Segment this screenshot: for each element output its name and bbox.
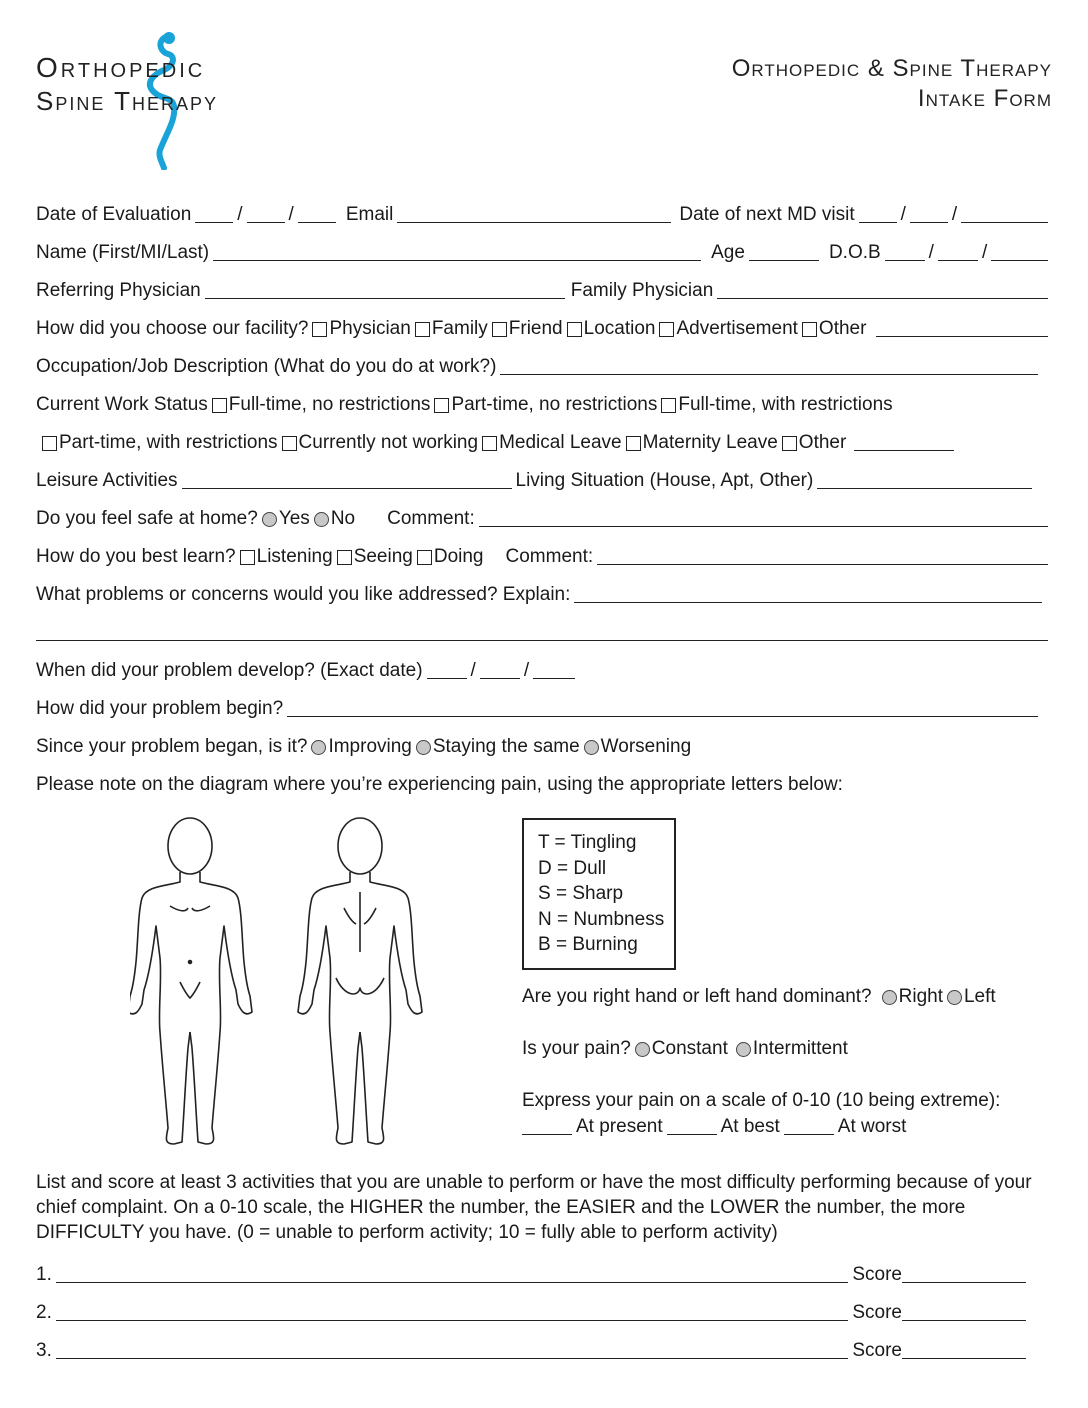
- hand-label: Are you right hand or left hand dominant?: [522, 986, 872, 1007]
- problems-field[interactable]: [574, 582, 1042, 603]
- option-label: Other: [798, 432, 847, 453]
- diagram-note-label: Please note on the diagram where you’re experiencing pain, using the appropriate letters below:: [36, 774, 843, 795]
- facility-other-field[interactable]: [876, 316, 1048, 337]
- name-label: Name (First/MI/Last): [36, 242, 210, 263]
- name-field[interactable]: [213, 240, 701, 261]
- option-label: Yes: [278, 508, 310, 529]
- living-field[interactable]: [817, 468, 1032, 489]
- option-label: Intermittent: [752, 1038, 848, 1059]
- activity-2-field[interactable]: [56, 1300, 849, 1321]
- option-label: Left: [963, 986, 996, 1007]
- score-label: Score: [852, 1264, 902, 1285]
- activity-3-field[interactable]: [56, 1338, 849, 1359]
- activity-row-1: [36, 1256, 1026, 1286]
- worsening-radio[interactable]: [584, 740, 599, 755]
- option-label: No: [330, 508, 356, 529]
- activity-1-score-field[interactable]: [902, 1262, 1026, 1283]
- learn-comment-field[interactable]: [597, 544, 1048, 565]
- activity-2-score-field[interactable]: [902, 1300, 1026, 1321]
- slash: /: [523, 660, 530, 681]
- row-hand: [522, 986, 996, 1008]
- row-name: [36, 234, 1052, 264]
- learn-label: How do you best learn?: [36, 546, 236, 567]
- leisure-field[interactable]: [182, 468, 512, 489]
- score-label: Score: [852, 1340, 902, 1361]
- part-time-no-restrictions-checkbox[interactable]: [434, 398, 449, 413]
- date-eval-year-field[interactable]: [298, 202, 336, 223]
- row-dates: [36, 196, 1052, 226]
- date-eval-label: Date of Evaluation: [36, 204, 192, 225]
- pain-legend: [522, 818, 676, 970]
- activity-row-3: [36, 1332, 1026, 1362]
- row-problems: [36, 576, 1046, 606]
- option-label: Right: [898, 986, 943, 1007]
- pain-present-field[interactable]: [522, 1114, 572, 1135]
- clinic-logo: [36, 30, 296, 180]
- family-physician-label: Family Physician: [570, 280, 714, 301]
- work-status-label: Current Work Status: [36, 394, 208, 415]
- begin-label: How did your problem begin?: [36, 698, 284, 719]
- option-label: Seeing: [353, 546, 413, 567]
- option-label: Advertisement: [676, 318, 798, 339]
- row-diagram-note: [36, 766, 1052, 796]
- option-label: Worsening: [600, 736, 692, 757]
- row-pain-type: [522, 1038, 848, 1060]
- option-label: Currently not working: [298, 432, 479, 453]
- medical-leave-checkbox[interactable]: [482, 436, 497, 451]
- form-title-line-2: Intake Form: [917, 85, 1052, 112]
- activity-number: 2.: [36, 1302, 52, 1323]
- safe-yes-radio[interactable]: [262, 512, 277, 527]
- doing-checkbox[interactable]: [417, 550, 432, 565]
- intermittent-radio[interactable]: [736, 1042, 751, 1057]
- left-hand-radio[interactable]: [947, 990, 962, 1005]
- slash: /: [981, 242, 988, 263]
- row-since: [36, 728, 1052, 758]
- body-diagram[interactable]: [130, 812, 470, 1154]
- slash: /: [470, 660, 476, 681]
- occupation-field[interactable]: [500, 354, 1038, 375]
- row-choose-facility: [36, 310, 1052, 340]
- safe-comment-field[interactable]: [479, 506, 1048, 527]
- learn-comment-label: Comment:: [505, 546, 594, 567]
- referring-physician-label: Referring Physician: [36, 280, 201, 301]
- safe-no-radio[interactable]: [314, 512, 329, 527]
- row-physicians: [36, 272, 1052, 302]
- date-eval-month-field[interactable]: [195, 202, 233, 223]
- friend-checkbox[interactable]: [492, 322, 507, 337]
- develop-year-field[interactable]: [533, 658, 575, 679]
- staying-same-radio[interactable]: [416, 740, 431, 755]
- row-occupation: [36, 348, 1042, 378]
- option-label: Family: [431, 318, 488, 339]
- back-body-figure: [298, 818, 422, 1144]
- leisure-label: Leisure Activities: [36, 470, 178, 491]
- next-md-label: Date of next MD visit: [679, 204, 855, 225]
- slash: /: [900, 204, 906, 225]
- legend-item: B = Burning: [538, 934, 638, 955]
- safe-home-label: Do you feel safe at home?: [36, 508, 258, 529]
- option-label: Friend: [508, 318, 563, 339]
- option-label: Location: [583, 318, 656, 339]
- activity-row-2: [36, 1294, 1026, 1324]
- safe-comment-label: Comment:: [387, 508, 475, 529]
- pain-worst-field[interactable]: [784, 1114, 834, 1135]
- develop-label: When did your problem develop? (Exact date): [36, 660, 423, 681]
- location-checkbox[interactable]: [567, 322, 582, 337]
- maternity-leave-checkbox[interactable]: [626, 436, 641, 451]
- pain-scale-label: Express your pain on a scale of 0-10 (10 being extreme):: [522, 1090, 1001, 1111]
- right-hand-radio[interactable]: [882, 990, 897, 1005]
- activity-number: 1.: [36, 1264, 52, 1285]
- option-label: Medical Leave: [499, 432, 622, 453]
- age-field[interactable]: [749, 240, 819, 261]
- other-checkbox[interactable]: [802, 322, 817, 337]
- worst-label: At worst: [837, 1116, 907, 1137]
- option-label: Improving: [328, 736, 412, 757]
- activity-1-field[interactable]: [56, 1262, 849, 1283]
- row-problems-2: [36, 614, 1052, 644]
- begin-field[interactable]: [287, 696, 1038, 717]
- legend-item: T = Tingling: [538, 832, 637, 853]
- option-label: Physician: [329, 318, 411, 339]
- option-label: Part-time, no restrictions: [451, 394, 658, 415]
- advertisement-checkbox[interactable]: [659, 322, 674, 337]
- form-title-line-1: Orthopedic & Spine Therapy: [731, 55, 1052, 82]
- row-safe-home: [36, 500, 1052, 530]
- slash: /: [951, 204, 958, 225]
- family-checkbox[interactable]: [415, 322, 430, 337]
- occupation-label: Occupation/Job Description (What do you do at work?): [36, 356, 497, 377]
- row-begin: [36, 690, 1042, 720]
- physician-checkbox[interactable]: [312, 322, 327, 337]
- full-time-no-restrictions-checkbox[interactable]: [212, 398, 227, 413]
- dob-label: D.O.B: [828, 242, 881, 263]
- legend-item: D = Dull: [538, 857, 607, 879]
- family-physician-field[interactable]: [717, 278, 1048, 299]
- option-label: Maternity Leave: [642, 432, 778, 453]
- present-label: At present: [576, 1116, 663, 1137]
- work-other-field[interactable]: [854, 430, 954, 451]
- constant-radio[interactable]: [635, 1042, 650, 1057]
- option-label: Part-time, with restrictions: [59, 432, 278, 453]
- email-label: Email: [345, 204, 394, 225]
- row-develop: [36, 652, 1052, 682]
- row-leisure: [36, 462, 1036, 492]
- option-label: Constant: [651, 1038, 728, 1059]
- email-field[interactable]: [397, 202, 671, 223]
- dob-month-field[interactable]: [885, 240, 925, 261]
- seeing-checkbox[interactable]: [337, 550, 352, 565]
- work-other-checkbox[interactable]: [782, 436, 797, 451]
- currently-not-working-checkbox[interactable]: [282, 436, 297, 451]
- listening-checkbox[interactable]: [240, 550, 255, 565]
- option-label: Full-time, no restrictions: [228, 394, 431, 415]
- develop-day-field[interactable]: [480, 658, 520, 679]
- legend-item: S = Sharp: [538, 883, 624, 904]
- full-time-with-restrictions-checkbox[interactable]: [661, 398, 676, 413]
- living-label: Living Situation (House, Apt, Other): [515, 470, 814, 491]
- option-label: Other: [818, 318, 867, 339]
- since-label: Since your problem began, is it?: [36, 736, 308, 757]
- form-title: [732, 54, 1052, 114]
- logo-line-2: Spine Therapy: [36, 86, 219, 116]
- part-time-with-restrictions-checkbox[interactable]: [42, 436, 57, 451]
- logo-line-1: Orthopedic: [36, 52, 206, 83]
- activity-3-score-field[interactable]: [902, 1338, 1026, 1359]
- legend-item: N = Numbness: [538, 908, 665, 930]
- referring-physician-field[interactable]: [205, 278, 565, 299]
- develop-month-field[interactable]: [427, 658, 467, 679]
- score-label: Score: [852, 1302, 902, 1323]
- option-label: Doing: [433, 546, 484, 567]
- option-label: Staying the same: [432, 736, 580, 757]
- dob-day-field[interactable]: [938, 240, 978, 261]
- row-work-status-2: [38, 424, 1052, 454]
- activities-instructions: List and score at least 3 activities that you are unable to perform or have the most difficulty performing because of your chief complaint. On a 0-10 scale, the HIGHER the number, the EASIER and the LOWER the number, the more DIFFICULTY you have. (0 = unable to perform activity; 10 = fully able to perform activity): [36, 1172, 1032, 1243]
- slash: /: [288, 204, 294, 225]
- row-pain-scale: [522, 1114, 906, 1138]
- pain-best-field[interactable]: [667, 1114, 717, 1135]
- date-eval-day-field[interactable]: [247, 202, 285, 223]
- next-md-day-field[interactable]: [910, 202, 948, 223]
- slash: /: [237, 204, 243, 225]
- problems-field-2[interactable]: [36, 620, 1048, 641]
- choose-facility-label: How did you choose our facility?: [36, 318, 309, 339]
- pain-type-label: Is your pain?: [522, 1038, 631, 1059]
- option-label: Full-time, with restrictions: [678, 394, 893, 415]
- next-md-month-field[interactable]: [859, 202, 897, 223]
- row-learn: [36, 538, 1052, 568]
- age-label: Age: [711, 242, 745, 263]
- best-label: At best: [720, 1116, 780, 1137]
- next-md-year-field[interactable]: [961, 202, 1048, 223]
- improving-radio[interactable]: [311, 740, 326, 755]
- dob-year-field[interactable]: [991, 240, 1048, 261]
- row-work-status: [36, 386, 1052, 416]
- front-body-figure: [130, 818, 252, 1144]
- problems-label: What problems or concerns would you like addressed? Explain:: [36, 584, 571, 605]
- slash: /: [928, 242, 934, 263]
- activity-number: 3.: [36, 1340, 52, 1361]
- option-label: Listening: [256, 546, 333, 567]
